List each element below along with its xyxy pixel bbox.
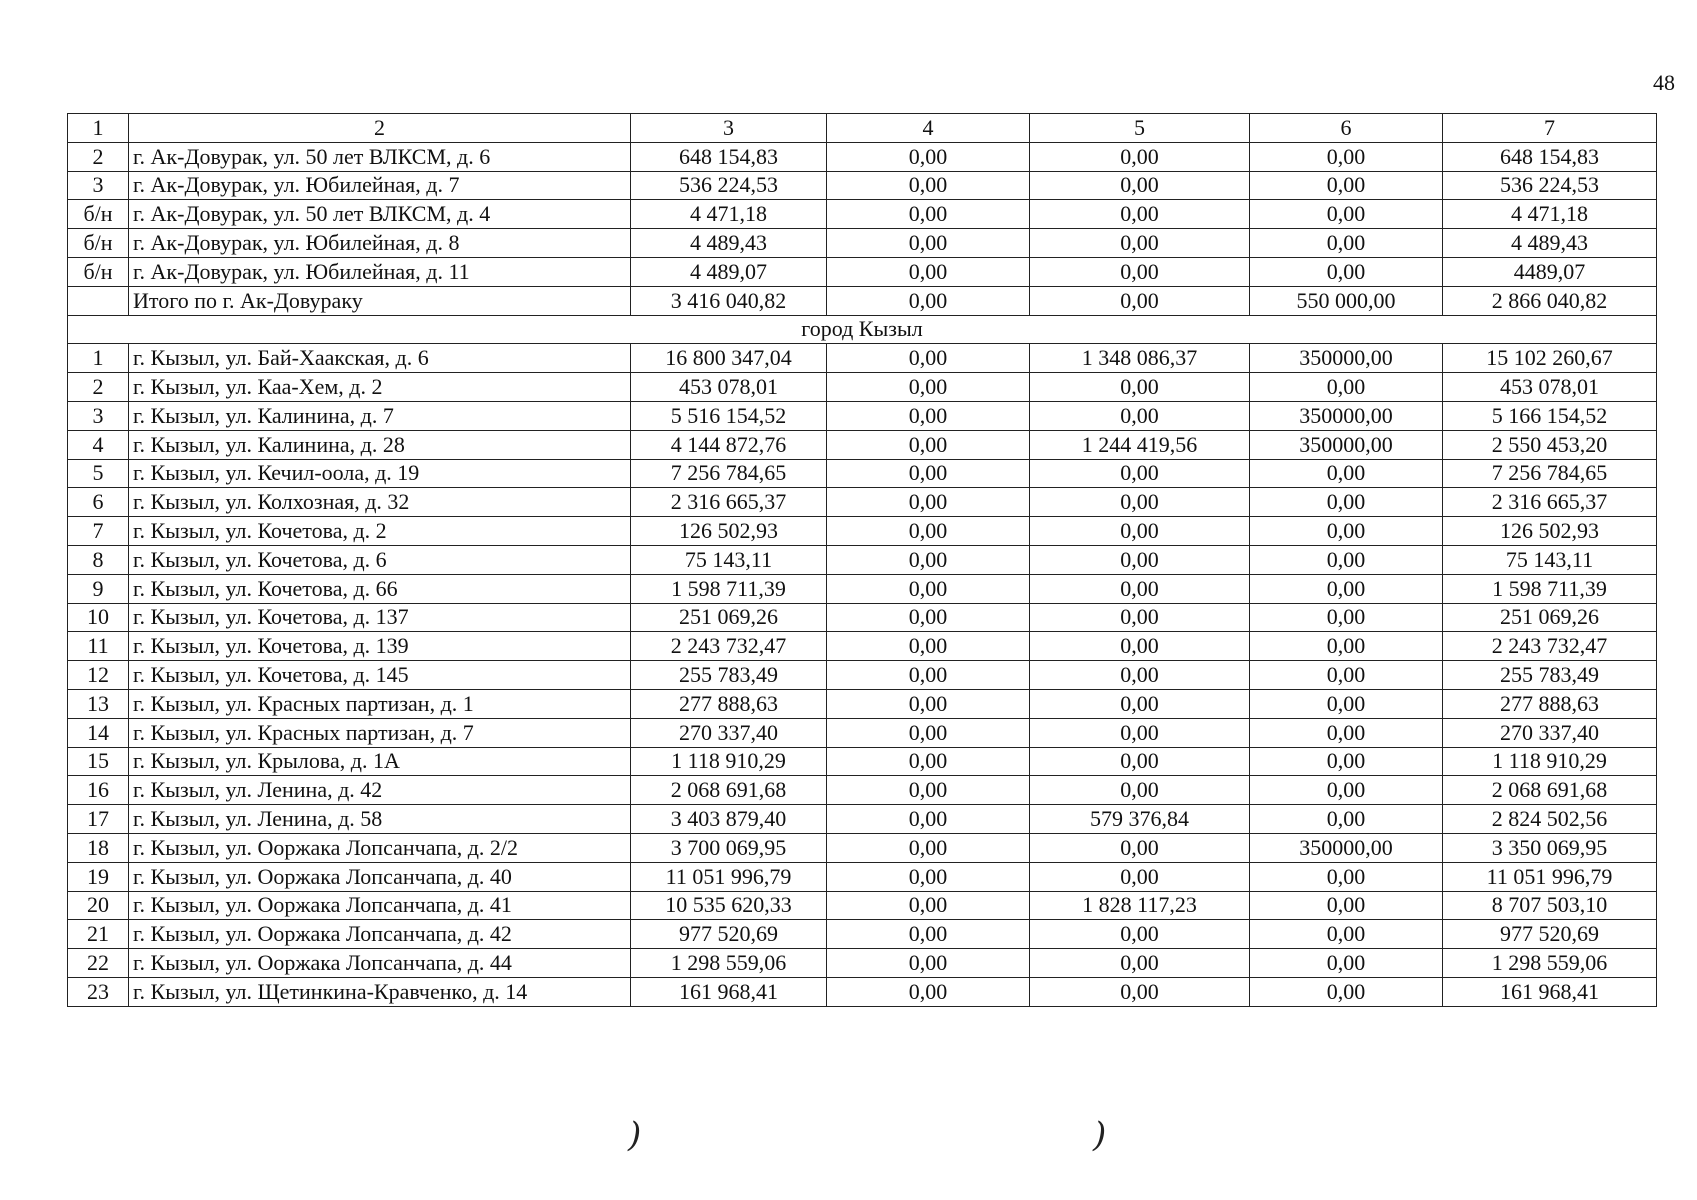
row-number-cell: 14	[68, 718, 129, 747]
value-cell: 0,00	[827, 142, 1030, 171]
value-cell: 2 243 732,47	[1443, 632, 1657, 661]
value-cell: 255 783,49	[1443, 661, 1657, 690]
value-cell: 126 502,93	[631, 517, 827, 546]
table-row	[68, 603, 1657, 632]
value-cell: 0,00	[827, 805, 1030, 834]
value-cell: 0,00	[1030, 142, 1250, 171]
row-number-cell: 13	[68, 689, 129, 718]
value-cell: 0,00	[1030, 949, 1250, 978]
value-cell: 0,00	[1250, 977, 1443, 1006]
value-cell: 977 520,69	[631, 920, 827, 949]
value-cell: 550 000,00	[1250, 286, 1443, 315]
value-cell: 2 243 732,47	[631, 632, 827, 661]
table-row	[68, 689, 1657, 718]
row-number-cell: 18	[68, 833, 129, 862]
row-number-cell: б/н	[68, 257, 129, 286]
value-cell: 0,00	[1250, 776, 1443, 805]
value-cell: 0,00	[1250, 517, 1443, 546]
value-cell: 1 828 117,23	[1030, 891, 1250, 920]
address-cell: г. Ак-Довурак, ул. Юбилейная, д. 7	[129, 171, 631, 200]
value-cell: 0,00	[1250, 718, 1443, 747]
address-cell: г. Кызыл, ул. Щетинкина-Кравченко, д. 14	[129, 977, 631, 1006]
row-number-cell: 6	[68, 488, 129, 517]
value-cell: 0,00	[827, 689, 1030, 718]
value-cell: 453 078,01	[631, 373, 827, 402]
value-cell: 0,00	[1250, 805, 1443, 834]
address-cell: г. Кызыл, ул. Кочетова, д. 66	[129, 574, 631, 603]
address-cell: г. Кызыл, ул. Кочетова, д. 145	[129, 661, 631, 690]
table-row	[68, 257, 1657, 286]
value-cell: 350000,00	[1250, 430, 1443, 459]
table-row	[68, 574, 1657, 603]
section-row	[68, 315, 1657, 344]
value-cell: 75 143,11	[631, 545, 827, 574]
value-cell: 0,00	[827, 286, 1030, 315]
value-cell: 270 337,40	[1443, 718, 1657, 747]
value-cell: 0,00	[827, 430, 1030, 459]
row-number-cell: 9	[68, 574, 129, 603]
address-cell: г. Кызыл, ул. Бай-Хаакская, д. 6	[129, 344, 631, 373]
value-cell: 161 968,41	[1443, 977, 1657, 1006]
address-cell: г. Кызыл, ул. Кечил-оола, д. 19	[129, 459, 631, 488]
value-cell: 2 316 665,37	[631, 488, 827, 517]
footer-mark: )	[628, 1115, 642, 1155]
header-cell: 3	[631, 114, 827, 143]
value-cell: 4 471,18	[1443, 200, 1657, 229]
value-cell: 0,00	[1030, 833, 1250, 862]
address-cell: г. Кызыл, ул. Ооржака Лопсанчапа, д. 40	[129, 862, 631, 891]
address-cell: г. Кызыл, ул. Ооржака Лопсанчапа, д. 44	[129, 949, 631, 978]
value-cell: 977 520,69	[1443, 920, 1657, 949]
value-cell: 0,00	[1250, 545, 1443, 574]
address-cell: Итого по г. Ак-Довураку	[129, 286, 631, 315]
page-number: 48	[1653, 70, 1675, 95]
value-cell: 0,00	[827, 920, 1030, 949]
value-cell: 579 376,84	[1030, 805, 1250, 834]
value-cell: 255 783,49	[631, 661, 827, 690]
value-cell: 536 224,53	[1443, 171, 1657, 200]
value-cell: 1 244 419,56	[1030, 430, 1250, 459]
value-cell: 0,00	[1030, 488, 1250, 517]
row-number-cell: 2	[68, 142, 129, 171]
table-row	[68, 401, 1657, 430]
value-cell: 0,00	[827, 833, 1030, 862]
value-cell: 0,00	[1250, 488, 1443, 517]
value-cell: 0,00	[1250, 949, 1443, 978]
header-cell: 6	[1250, 114, 1443, 143]
value-cell: 2 068 691,68	[631, 776, 827, 805]
value-cell: 0,00	[827, 661, 1030, 690]
header-cell: 7	[1443, 114, 1657, 143]
value-cell: 277 888,63	[631, 689, 827, 718]
value-cell: 0,00	[1250, 689, 1443, 718]
footer-mark: )	[1093, 1115, 1107, 1155]
value-cell: 0,00	[1030, 459, 1250, 488]
table-row	[68, 776, 1657, 805]
address-cell: г. Кызыл, ул. Кочетова, д. 139	[129, 632, 631, 661]
table-row	[68, 833, 1657, 862]
value-cell: 0,00	[827, 171, 1030, 200]
table-row	[68, 718, 1657, 747]
value-cell: 0,00	[1250, 661, 1443, 690]
value-cell: 16 800 347,04	[631, 344, 827, 373]
table-header-row	[68, 114, 1657, 143]
value-cell: 0,00	[827, 574, 1030, 603]
value-cell: 0,00	[1030, 200, 1250, 229]
address-cell: г. Кызыл, ул. Кочетова, д. 137	[129, 603, 631, 632]
row-number-cell: 4	[68, 430, 129, 459]
value-cell: 0,00	[1250, 603, 1443, 632]
row-number-cell: 19	[68, 862, 129, 891]
value-cell: 3 403 879,40	[631, 805, 827, 834]
row-number-cell: 10	[68, 603, 129, 632]
address-cell: г. Кызыл, ул. Колхозная, д. 32	[129, 488, 631, 517]
value-cell: 0,00	[1250, 229, 1443, 258]
value-cell: 0,00	[827, 632, 1030, 661]
value-cell: 1 298 559,06	[1443, 949, 1657, 978]
value-cell: 8 707 503,10	[1443, 891, 1657, 920]
address-cell: г. Кызыл, ул. Красных партизан, д. 7	[129, 718, 631, 747]
address-cell: г. Кызыл, ул. Ооржака Лопсанчапа, д. 2/2	[129, 833, 631, 862]
value-cell: 0,00	[827, 949, 1030, 978]
address-cell: г. Ак-Довурак, ул. Юбилейная, д. 8	[129, 229, 631, 258]
value-cell: 5 516 154,52	[631, 401, 827, 430]
table-row	[68, 920, 1657, 949]
value-cell: 251 069,26	[631, 603, 827, 632]
value-cell: 0,00	[827, 977, 1030, 1006]
value-cell: 75 143,11	[1443, 545, 1657, 574]
address-cell: г. Кызыл, ул. Ленина, д. 42	[129, 776, 631, 805]
value-cell: 350000,00	[1250, 344, 1443, 373]
value-cell: 161 968,41	[631, 977, 827, 1006]
value-cell: 0,00	[1250, 257, 1443, 286]
value-cell: 0,00	[1030, 257, 1250, 286]
value-cell: 536 224,53	[631, 171, 827, 200]
value-cell: 11 051 996,79	[631, 862, 827, 891]
value-cell: 0,00	[827, 229, 1030, 258]
value-cell: 5 166 154,52	[1443, 401, 1657, 430]
header-cell: 2	[129, 114, 631, 143]
value-cell: 0,00	[827, 373, 1030, 402]
value-cell: 2 316 665,37	[1443, 488, 1657, 517]
value-cell: 0,00	[1250, 632, 1443, 661]
value-cell: 0,00	[827, 257, 1030, 286]
row-number-cell: б/н	[68, 229, 129, 258]
value-cell: 0,00	[1250, 171, 1443, 200]
value-cell: 0,00	[1030, 229, 1250, 258]
value-cell: 0,00	[1250, 920, 1443, 949]
value-cell: 2 068 691,68	[1443, 776, 1657, 805]
row-number-cell: б/н	[68, 200, 129, 229]
row-number-cell: 1	[68, 344, 129, 373]
row-number-cell: 8	[68, 545, 129, 574]
row-number-cell: 16	[68, 776, 129, 805]
data-table	[67, 113, 1657, 1007]
value-cell: 0,00	[1030, 632, 1250, 661]
row-number-cell: 23	[68, 977, 129, 1006]
table-row	[68, 459, 1657, 488]
table-row	[68, 545, 1657, 574]
table-body	[68, 114, 1657, 1007]
value-cell: 4 489,43	[631, 229, 827, 258]
value-cell: 0,00	[1030, 661, 1250, 690]
value-cell: 0,00	[1030, 171, 1250, 200]
value-cell: 1 348 086,37	[1030, 344, 1250, 373]
address-cell: г. Кызыл, ул. Кочетова, д. 6	[129, 545, 631, 574]
row-number-cell: 21	[68, 920, 129, 949]
value-cell: 4 144 872,76	[631, 430, 827, 459]
value-cell: 0,00	[1030, 689, 1250, 718]
table-row	[68, 805, 1657, 834]
value-cell: 0,00	[827, 459, 1030, 488]
value-cell: 0,00	[827, 545, 1030, 574]
value-cell: 3 700 069,95	[631, 833, 827, 862]
value-cell: 4 489,07	[631, 257, 827, 286]
address-cell: г. Кызыл, ул. Калинина, д. 28	[129, 430, 631, 459]
value-cell: 0,00	[827, 718, 1030, 747]
value-cell: 0,00	[1030, 574, 1250, 603]
value-cell: 4 489,43	[1443, 229, 1657, 258]
value-cell: 277 888,63	[1443, 689, 1657, 718]
row-number-cell: 15	[68, 747, 129, 776]
table-row	[68, 632, 1657, 661]
value-cell: 0,00	[827, 401, 1030, 430]
row-number-cell: 17	[68, 805, 129, 834]
row-number-cell: 3	[68, 171, 129, 200]
value-cell: 0,00	[827, 517, 1030, 546]
address-cell: г. Кызыл, ул. Красных партизан, д. 1	[129, 689, 631, 718]
value-cell: 350000,00	[1250, 401, 1443, 430]
address-cell: г. Кызыл, ул. Кочетова, д. 2	[129, 517, 631, 546]
value-cell: 0,00	[1250, 891, 1443, 920]
value-cell: 0,00	[827, 200, 1030, 229]
value-cell: 0,00	[1030, 603, 1250, 632]
value-cell: 3 350 069,95	[1443, 833, 1657, 862]
value-cell: 0,00	[1030, 373, 1250, 402]
value-cell: 350000,00	[1250, 833, 1443, 862]
table-row	[68, 286, 1657, 315]
value-cell: 251 069,26	[1443, 603, 1657, 632]
address-cell: г. Кызыл, ул. Ленина, д. 58	[129, 805, 631, 834]
table-row	[68, 949, 1657, 978]
address-cell: г. Ак-Довурак, ул. Юбилейная, д. 11	[129, 257, 631, 286]
value-cell: 270 337,40	[631, 718, 827, 747]
value-cell: 2 550 453,20	[1443, 430, 1657, 459]
value-cell: 0,00	[1250, 574, 1443, 603]
row-number-cell	[68, 286, 129, 315]
table-row	[68, 171, 1657, 200]
value-cell: 7 256 784,65	[1443, 459, 1657, 488]
value-cell: 0,00	[1030, 920, 1250, 949]
value-cell: 1 118 910,29	[631, 747, 827, 776]
row-number-cell: 2	[68, 373, 129, 402]
value-cell: 15 102 260,67	[1443, 344, 1657, 373]
row-number-cell: 5	[68, 459, 129, 488]
address-cell: г. Кызыл, ул. Крылова, д. 1А	[129, 747, 631, 776]
header-cell: 1	[68, 114, 129, 143]
value-cell: 0,00	[1030, 545, 1250, 574]
value-cell: 4489,07	[1443, 257, 1657, 286]
table-row	[68, 977, 1657, 1006]
value-cell: 0,00	[1030, 286, 1250, 315]
value-cell: 0,00	[1030, 718, 1250, 747]
value-cell: 4 471,18	[631, 200, 827, 229]
value-cell: 0,00	[1250, 459, 1443, 488]
value-cell: 1 298 559,06	[631, 949, 827, 978]
table-row	[68, 200, 1657, 229]
table-row	[68, 661, 1657, 690]
value-cell: 1 118 910,29	[1443, 747, 1657, 776]
table-row	[68, 747, 1657, 776]
row-number-cell: 7	[68, 517, 129, 546]
value-cell: 126 502,93	[1443, 517, 1657, 546]
address-cell: г. Кызыл, ул. Ооржака Лопсанчапа, д. 42	[129, 920, 631, 949]
table-row	[68, 373, 1657, 402]
row-number-cell: 20	[68, 891, 129, 920]
row-number-cell: 3	[68, 401, 129, 430]
row-number-cell: 11	[68, 632, 129, 661]
value-cell: 0,00	[827, 488, 1030, 517]
table-row	[68, 142, 1657, 171]
value-cell: 0,00	[1030, 401, 1250, 430]
value-cell: 0,00	[1250, 373, 1443, 402]
address-cell: г. Кызыл, ул. Калинина, д. 7	[129, 401, 631, 430]
address-cell: г. Ак-Довурак, ул. 50 лет ВЛКСМ, д. 6	[129, 142, 631, 171]
value-cell: 0,00	[1250, 142, 1443, 171]
row-number-cell: 12	[68, 661, 129, 690]
value-cell: 0,00	[1030, 747, 1250, 776]
value-cell: 1 598 711,39	[1443, 574, 1657, 603]
value-cell: 1 598 711,39	[631, 574, 827, 603]
address-cell: г. Кызыл, ул. Ооржака Лопсанчапа, д. 41	[129, 891, 631, 920]
value-cell: 0,00	[1030, 977, 1250, 1006]
table-row	[68, 488, 1657, 517]
value-cell: 0,00	[1250, 747, 1443, 776]
header-cell: 4	[827, 114, 1030, 143]
table-row	[68, 862, 1657, 891]
section-title: город Кызыл	[68, 315, 1657, 344]
value-cell: 0,00	[827, 862, 1030, 891]
value-cell: 0,00	[1030, 862, 1250, 891]
value-cell: 2 866 040,82	[1443, 286, 1657, 315]
value-cell: 7 256 784,65	[631, 459, 827, 488]
value-cell: 0,00	[827, 344, 1030, 373]
table-row	[68, 430, 1657, 459]
table-row	[68, 344, 1657, 373]
table-row	[68, 891, 1657, 920]
value-cell: 10 535 620,33	[631, 891, 827, 920]
value-cell: 648 154,83	[631, 142, 827, 171]
table-row	[68, 517, 1657, 546]
row-number-cell: 22	[68, 949, 129, 978]
value-cell: 0,00	[1250, 862, 1443, 891]
header-cell: 5	[1030, 114, 1250, 143]
address-cell: г. Ак-Довурак, ул. 50 лет ВЛКСМ, д. 4	[129, 200, 631, 229]
value-cell: 0,00	[827, 603, 1030, 632]
table-row	[68, 229, 1657, 258]
value-cell: 648 154,83	[1443, 142, 1657, 171]
value-cell: 0,00	[827, 776, 1030, 805]
value-cell: 2 824 502,56	[1443, 805, 1657, 834]
value-cell: 11 051 996,79	[1443, 862, 1657, 891]
value-cell: 0,00	[1030, 776, 1250, 805]
value-cell: 0,00	[1030, 517, 1250, 546]
value-cell: 0,00	[827, 891, 1030, 920]
value-cell: 0,00	[1250, 200, 1443, 229]
address-cell: г. Кызыл, ул. Каа-Хем, д. 2	[129, 373, 631, 402]
value-cell: 0,00	[827, 747, 1030, 776]
value-cell: 453 078,01	[1443, 373, 1657, 402]
value-cell: 3 416 040,82	[631, 286, 827, 315]
